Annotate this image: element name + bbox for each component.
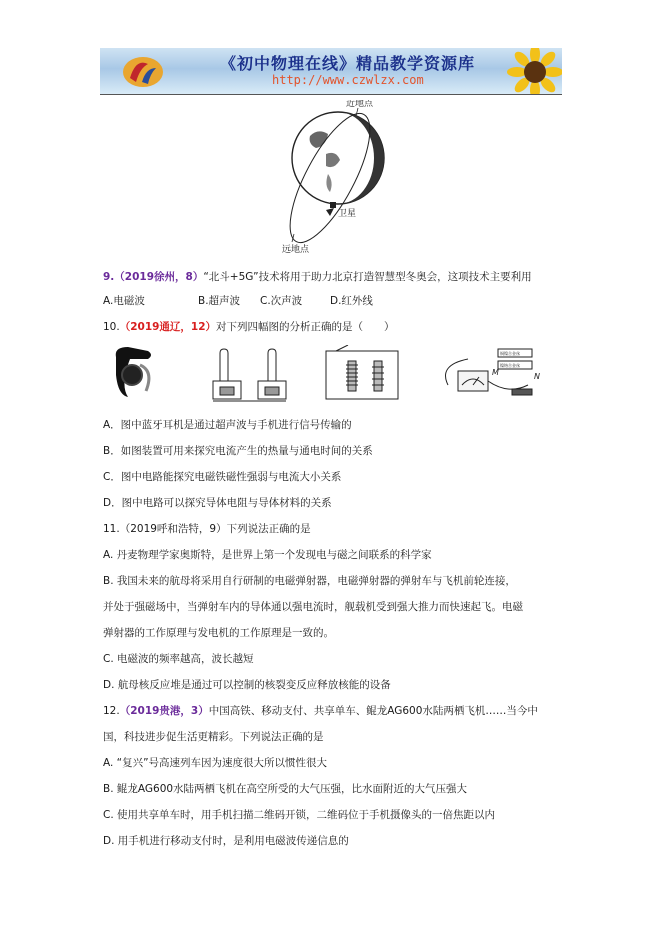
q12-option-b: B. 鲲龙AG600水陆两栖飞机在高空所受的大气压强，比水面附近的大气压强大 <box>103 783 468 795</box>
perigee-top-label: 近地点 <box>346 100 374 109</box>
question-10 <box>103 320 395 334</box>
question-text: 对下列四幅图的分析正确的是（ ） <box>216 321 395 333</box>
q11-option-b-cont1: 并处于强磁场中，当弹射车内的导体通以强电流时，舰载机受到强大推力而快速起飞。电磁 <box>103 601 523 613</box>
electromagnet-circuit-icon <box>326 345 398 399</box>
question-text: 下列说法正确的是 <box>226 523 311 535</box>
question-number: 10. <box>103 321 120 333</box>
q12-option-a: A. “复兴”号高速列车因为速度很大所以惯性很大 <box>103 757 328 769</box>
site-logo-icon <box>122 54 164 88</box>
joule-heating-apparatus-icon <box>213 349 286 401</box>
question-text: 中国高铁、移动支付、共享单车、鲲龙AG600水陆两栖飞机……当今中 <box>208 705 538 717</box>
resistance-experiment-icon <box>446 349 541 395</box>
question-10-figures <box>108 345 568 405</box>
question-source: （2019徐州，8） <box>114 271 204 283</box>
question-source: （2019通辽，12） <box>119 321 217 333</box>
question-12 <box>103 704 538 718</box>
question-12-cont: 国，科技进步促生活更精彩。下列说法正确的是 <box>103 731 324 743</box>
q10-option-c: C．图中电路能探究电磁铁磁性强弱与电流大小关系 <box>103 471 342 483</box>
earth-orbit-figure <box>268 100 398 256</box>
satellite-label: 卫星 <box>338 209 357 219</box>
question-source: （2019贵港，3） <box>119 705 209 717</box>
question-9 <box>103 270 532 284</box>
q12-option-d: D. 用手机进行移动支付时，是利用电磁波传递信息的 <box>103 835 349 847</box>
q10-option-b: B．如图装置可用来探究电流产生的热量与通电时间的关系 <box>103 445 373 457</box>
header-banner <box>100 48 562 94</box>
question-9-options <box>103 294 373 308</box>
q12-option-c: C. 使用共享单车时，用手机扫描二维码开锁，二维码位于手机摄像头的一倍焦距以内 <box>103 809 496 821</box>
question-text: “北斗+5G”技术将用于助力北京打造智慧型冬奥会，这项技术主要利用 <box>203 271 532 283</box>
label-n: N <box>534 372 540 381</box>
q11-option-c: C. 电磁波的频率越高，波长越短 <box>103 653 254 665</box>
question-source: （2019呼和浩特，9） <box>119 523 227 535</box>
q10-option-d: D．图中电路可以探究导体电阻与导体材料的关系 <box>103 497 332 509</box>
meter-label-2: 镍铬合金丝 <box>500 363 520 368</box>
question-number: 11. <box>103 523 120 535</box>
banner-title: 《初中物理在线》精品教学资源库 <box>220 54 476 73</box>
option-a: A.电磁波 <box>103 295 145 307</box>
header-rule <box>100 94 562 95</box>
q11-option-a: A. 丹麦物理学家奥斯特，是世界上第一个发现电与磁之间联系的科学家 <box>103 549 432 561</box>
bluetooth-earphone-icon <box>116 347 151 397</box>
q10-option-a: A．图中蓝牙耳机是通过超声波与手机进行信号传输的 <box>103 419 352 431</box>
q11-option-b: B. 我国未来的航母将采用自行研制的电磁弹射器，电磁弹射器的弹射车与飞机前轮连接， <box>103 575 516 587</box>
question-number: 12. <box>103 705 120 717</box>
option-d: D.红外线 <box>330 295 373 307</box>
q11-option-d: D. 航母核反应堆是通过可以控制的核裂变反应释放核能的设备 <box>103 679 391 691</box>
option-b: B.超声波 <box>198 295 241 307</box>
meter-label-1: 铜镍合金丝 <box>500 351 520 356</box>
banner-url[interactable]: http://www.czwlzx.com <box>272 73 424 87</box>
label-m: M <box>492 368 499 377</box>
question-number: 9. <box>103 271 115 283</box>
q11-option-b-cont2: 弹射器的工作原理与发电机的工作原理是一致的。 <box>103 627 334 639</box>
sunflower-icon <box>505 48 562 94</box>
question-11 <box>103 522 311 536</box>
option-c: C.次声波 <box>260 295 303 307</box>
perigee-bottom-label: 远地点 <box>282 245 310 255</box>
